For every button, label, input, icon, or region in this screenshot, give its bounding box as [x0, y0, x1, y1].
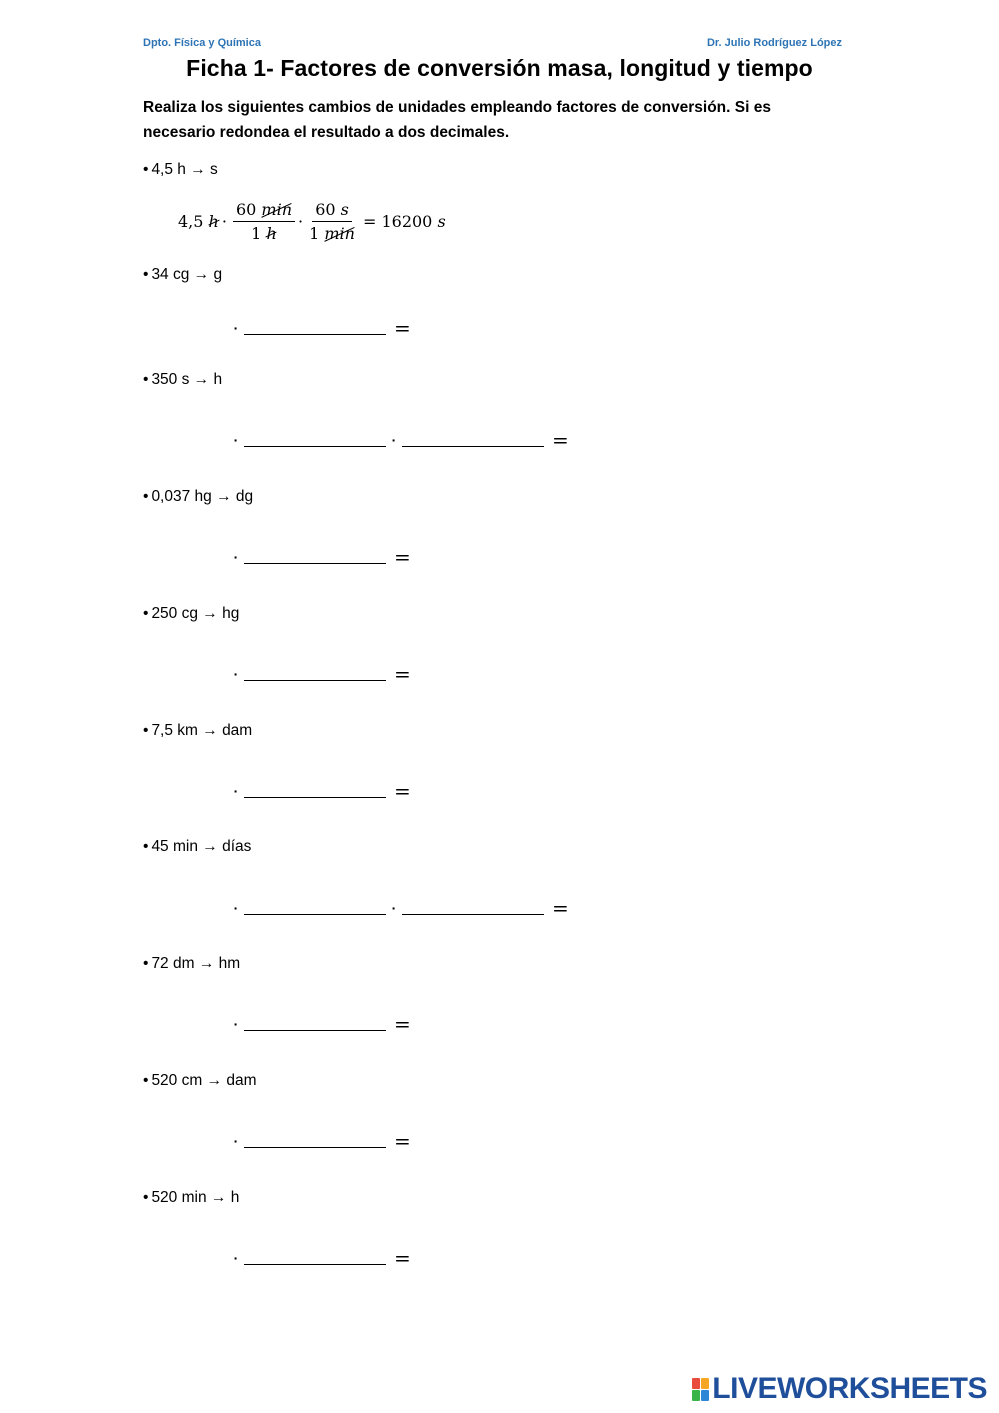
bullet: •	[143, 266, 149, 283]
factor-blank[interactable]	[244, 551, 386, 564]
bullet: •	[143, 161, 149, 178]
example-start-value: 4,5	[178, 212, 204, 231]
equals-sign: =	[394, 316, 411, 340]
multiply-dot: ·	[391, 432, 397, 448]
exercise-label: 520 min → h	[151, 1189, 240, 1206]
multiply-dot: ·	[233, 320, 239, 336]
exercise-6	[143, 838, 251, 856]
factor-blank[interactable]	[244, 668, 386, 681]
answer-line-6	[232, 896, 569, 920]
factor-blank[interactable]	[244, 1018, 386, 1031]
exercise-label: 520 cm → dam	[151, 1072, 257, 1089]
answer-line-7	[232, 1012, 411, 1036]
factor-blank[interactable]	[244, 434, 386, 447]
multiply-dot: ·	[233, 432, 239, 448]
bullet: •	[143, 1189, 149, 1206]
factor-blank[interactable]	[244, 1135, 386, 1148]
factor2-num-value: 60	[315, 200, 336, 219]
exercise-5	[143, 722, 252, 740]
equals-sign: =	[394, 1246, 411, 1270]
factor1-num-unit: min	[261, 200, 292, 219]
multiply-dot: ·	[221, 212, 227, 231]
exercise-label: 34 cg → g	[151, 266, 223, 283]
factor-blank[interactable]	[244, 1252, 386, 1265]
factor2-den-value: 1	[309, 224, 320, 243]
example-label: 4,5 h → s	[151, 161, 218, 178]
exercise-label: 45 min → días	[151, 838, 252, 855]
answer-line-9	[232, 1246, 411, 1270]
exercise-7	[143, 955, 240, 973]
multiply-dot: ·	[233, 549, 239, 565]
multiply-dot: ·	[233, 1133, 239, 1149]
multiply-dot: ·	[233, 783, 239, 799]
example-result-unit: s	[437, 212, 446, 231]
multiply-dot: ·	[391, 900, 397, 916]
multiply-dot: ·	[233, 900, 239, 916]
answer-line-3	[232, 545, 411, 569]
liveworksheets-logo	[692, 1372, 987, 1406]
exercise-8	[143, 1072, 257, 1090]
exercise-3	[143, 488, 253, 506]
bullet: •	[143, 488, 149, 505]
exercise-label: 0,037 hg → dg	[151, 488, 254, 505]
logo-tile	[701, 1378, 709, 1389]
equals-sign: =	[394, 1129, 411, 1153]
example-item	[143, 161, 218, 179]
factor2-den-unit: min	[324, 224, 355, 243]
example-result-value: = 16200	[362, 212, 433, 231]
answer-line-4	[232, 662, 411, 686]
answer-line-1	[232, 316, 411, 340]
bullet: •	[143, 1072, 149, 1089]
example-start-unit: h	[208, 212, 219, 231]
answer-line-2	[232, 428, 569, 452]
author-header: Dr. Julio Rodríguez López	[706, 37, 842, 49]
exercise-1	[143, 266, 222, 284]
factor-blank[interactable]	[244, 785, 386, 798]
department-header: Dpto. Física y Química	[143, 37, 261, 49]
factor1-num-value: 60	[235, 200, 257, 219]
instructions: Realiza los siguientes cambios de unidades empleando factores de conversión. Si es necesario redondea el resultado a dos decimales.	[143, 99, 771, 141]
equals-sign: =	[552, 428, 569, 452]
bullet: •	[143, 371, 149, 388]
logo-text: LIVEWORKSHEETS	[712, 1372, 987, 1405]
example-factor-2	[306, 200, 358, 243]
answer-line-8	[232, 1129, 411, 1153]
equals-sign: =	[394, 662, 411, 686]
logo-tile	[692, 1378, 700, 1389]
worksheet-title: Ficha 1- Factores de conversión masa, longitud y tiempo	[186, 55, 813, 81]
equals-sign: =	[394, 545, 411, 569]
bullet: •	[143, 605, 149, 622]
equals-sign: =	[552, 896, 569, 920]
bullet: •	[143, 838, 149, 855]
factor2-num-unit: s	[340, 200, 349, 219]
exercise-9	[143, 1189, 239, 1207]
factor-blank[interactable]	[244, 902, 386, 915]
logo-tile	[692, 1390, 700, 1401]
bullet: •	[143, 722, 149, 739]
example-solution	[178, 200, 446, 243]
multiply-dot: ·	[298, 212, 304, 231]
exercise-label: 250 cg → hg	[151, 605, 240, 622]
exercise-label: 7,5 km → dam	[151, 722, 253, 739]
factor1-den-unit: h	[266, 224, 277, 243]
logo-tile	[701, 1390, 709, 1401]
exercise-4	[143, 605, 239, 623]
bullet: •	[143, 955, 149, 972]
example-factor-1	[233, 200, 295, 243]
multiply-dot: ·	[233, 1016, 239, 1032]
equals-sign: =	[394, 1012, 411, 1036]
factor-blank[interactable]	[244, 322, 386, 335]
answer-line-5	[232, 779, 411, 803]
multiply-dot: ·	[233, 666, 239, 682]
factor-blank[interactable]	[402, 434, 544, 447]
factor-blank[interactable]	[402, 902, 544, 915]
exercise-label: 72 dm → hm	[151, 955, 241, 972]
exercise-2	[143, 371, 222, 389]
factor1-den-value: 1	[251, 224, 262, 243]
logo-mark-icon	[692, 1378, 709, 1401]
equals-sign: =	[394, 779, 411, 803]
exercise-label: 350 s → h	[151, 371, 223, 388]
multiply-dot: ·	[233, 1250, 239, 1266]
